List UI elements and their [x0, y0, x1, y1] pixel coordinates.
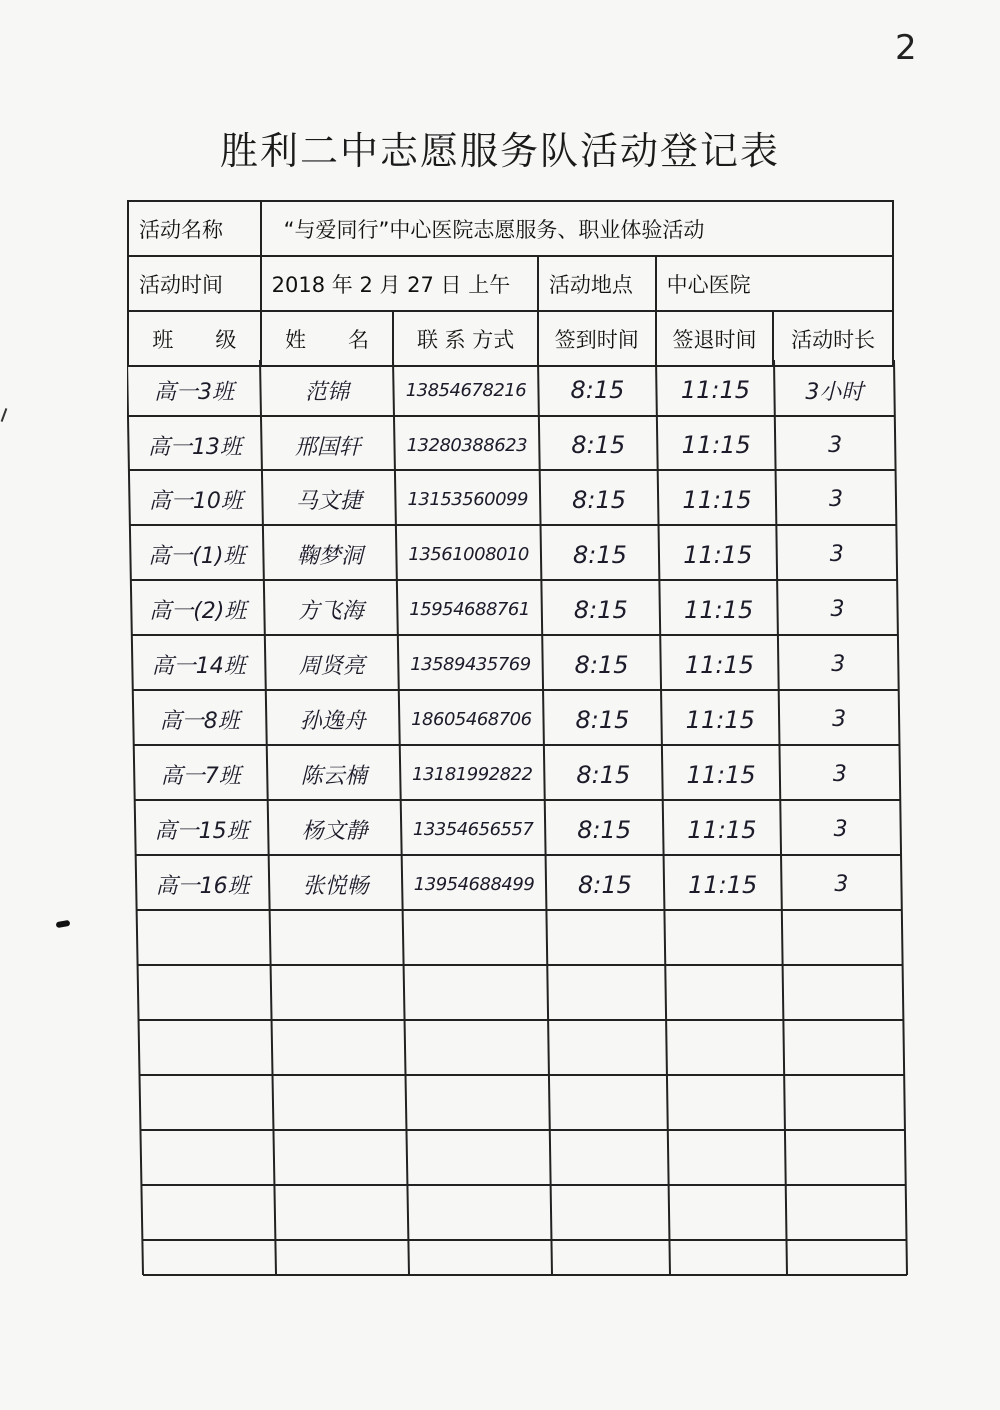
ink-mark — [56, 920, 71, 928]
row-phone: 13561008010 — [408, 544, 529, 565]
row-sign-in: 8:15 — [576, 760, 631, 789]
row-duration: 3小时 — [805, 379, 864, 405]
page-number: 2 — [895, 28, 917, 68]
row-sign-out: 11:15 — [680, 376, 750, 404]
form-header-table — [127, 200, 894, 367]
row-name: 鞠梦洞 — [296, 544, 363, 569]
row-sign-out: 11:15 — [682, 485, 752, 514]
row-sign-out: 11:15 — [681, 431, 751, 459]
col-header-duration: 活动时长 — [774, 312, 894, 365]
col-header-class: 班 级 — [129, 312, 262, 365]
row-name: 孙逸舟 — [299, 709, 366, 734]
row-sign-in: 8:15 — [577, 815, 632, 844]
row-sign-in: 8:15 — [570, 376, 625, 404]
row-duration: 3 — [834, 872, 849, 897]
row-class: 高一(1)班 — [148, 544, 246, 569]
row-sign-in: 8:15 — [573, 595, 628, 624]
row-class: 高一10班 — [148, 489, 243, 514]
row-sign-in: 8:15 — [572, 540, 627, 569]
row-duration: 3 — [831, 652, 846, 677]
row-sign-out: 11:15 — [683, 540, 753, 569]
row-sign-in: 8:15 — [578, 870, 632, 899]
row-duration: 3 — [832, 762, 847, 787]
form-title: 胜利二中志愿服务队活动登记表 — [219, 129, 780, 173]
row-phone: 13280388623 — [406, 434, 528, 456]
row-name: 方飞海 — [297, 599, 364, 624]
row-name: 范锦 — [304, 379, 349, 405]
col-header-sign-out: 签退时间 — [657, 312, 775, 365]
location-label: 活动地点 — [539, 257, 657, 310]
ink-tick — [1, 408, 8, 422]
row-sign-out: 11:15 — [684, 595, 754, 624]
row-class: 高一(2)班 — [149, 599, 247, 624]
row-phone: 13153560099 — [407, 489, 528, 510]
row-phone: 15954688761 — [409, 599, 530, 620]
row-sign-out: 11:15 — [686, 760, 756, 789]
row-class: 高一15班 — [154, 819, 249, 844]
row-sign-in: 8:15 — [575, 705, 630, 734]
col-header-sign-in: 签到时间 — [539, 312, 657, 365]
row-name: 马文捷 — [295, 489, 362, 514]
row-duration: 3 — [832, 707, 847, 732]
activity-time-value: 2018 年 2 月 27 日 上午 — [262, 257, 539, 310]
row-sign-out: 11:15 — [684, 650, 755, 679]
row-duration: 3 — [828, 432, 843, 458]
row-sign-in: 8:15 — [571, 431, 626, 459]
row-sign-out: 11:15 — [687, 815, 757, 844]
row-name: 陈云楠 — [300, 764, 367, 789]
col-header-phone: 联 系 方式 — [394, 312, 539, 365]
row-class: 高一16班 — [155, 874, 250, 899]
row-duration: 3 — [830, 597, 845, 622]
row-class: 高一8班 — [159, 709, 240, 734]
row-phone: 18605468706 — [411, 709, 532, 730]
activity-time-row — [127, 255, 894, 310]
row-class: 高一14班 — [151, 654, 246, 679]
row-duration: 3 — [833, 817, 848, 842]
row-sign-out: 11:15 — [688, 870, 758, 899]
activity-name-value: “与爱同行”中心医院志愿服务、职业体验活动 — [262, 202, 894, 255]
row-duration: 3 — [829, 542, 844, 567]
column-header-row — [127, 310, 894, 367]
row-phone: 13181992822 — [412, 764, 533, 785]
row-sign-out: 11:15 — [685, 705, 755, 734]
row-phone: 13354656557 — [412, 819, 534, 840]
col-header-name: 姓 名 — [262, 312, 395, 365]
row-name: 邢国轩 — [294, 434, 361, 460]
row-phone: 13589435769 — [410, 654, 531, 675]
activity-name-label: 活动名称 — [129, 202, 262, 255]
row-sign-in: 8:15 — [572, 485, 627, 514]
row-class: 高一3班 — [153, 379, 234, 405]
row-phone: 13954688499 — [413, 874, 535, 895]
row-class: 高一7班 — [160, 764, 241, 789]
activity-time-label: 活动时间 — [129, 257, 262, 310]
row-name: 周贤亮 — [298, 654, 365, 679]
row-phone: 13854678216 — [405, 379, 527, 401]
row-class: 高一13班 — [147, 434, 242, 460]
activity-name-row — [127, 200, 894, 255]
row-name: 杨文静 — [301, 819, 368, 844]
location-value: 中心医院 — [657, 257, 894, 310]
row-sign-in: 8:15 — [574, 650, 629, 679]
row-duration: 3 — [828, 487, 843, 512]
row-name: 张悦畅 — [302, 874, 369, 899]
